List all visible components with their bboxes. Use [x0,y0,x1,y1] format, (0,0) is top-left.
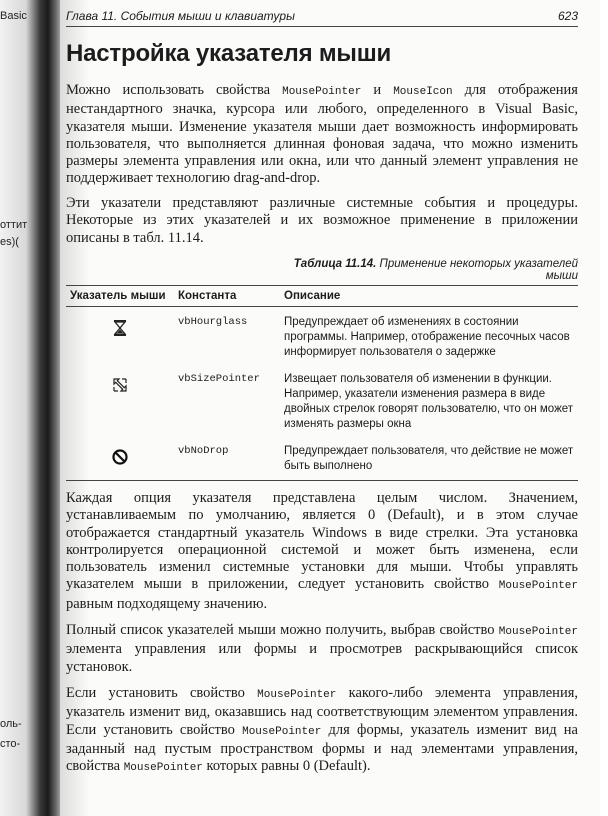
paragraph-3: Каждая опция указателя представлена целым числом. Значением, устанавливаемым по умолчанию, является 0 (Default), и в этом случае отображается стандартный указатель Windows в виде стрелки. Эта установка контролируется операционной системой и может быть изменена, если пользователь изменил системные установки для мыши. Чтобы управлять указателем мыши в приложении, следует установить свойство MousePointer равным подходящему значению. [66,490,578,612]
paragraph-4: Полный список указателей мыши можно получить, выбрав свойство MousePointer элемента управления или формы и просмотрев раскрывающийся список установок. [66,622,578,675]
paragraph-2: Эти указатели представляют различные системные события и процедуры. Некоторые из этих указателей и их возможное применение в приложении описаны в табл. 11.14. [66,195,578,246]
description-cell: Извещает пользователя об изменении в функции. Например, указатели изменения размера в виде двойных стрелок говорят пользователю, что он может изменять размеры окна [284,373,574,430]
constant-cell: vbNoDrop [174,436,280,481]
edge-word: оль- [0,718,22,730]
inline-code: MousePointer [257,689,337,701]
edge-word: оттит [0,219,28,231]
hourglass-icon [111,319,129,337]
description-cell: Предупреждает об изменениях в состоянии программы. Например, отображение песочных часов информирует пользователя о задержке [284,316,570,358]
edge-word: es)( [0,236,19,248]
inline-code: MouseIcon [393,86,453,98]
running-header [66,8,578,27]
table-row [66,436,578,481]
section-title: Настройка указателя мыши [66,40,392,67]
inline-code: MousePointer [123,762,203,775]
chapter-title: Глава 11. События мыши и клавиатуры [66,9,295,23]
inline-code: MousePointer [242,725,322,738]
pointer-table [66,285,578,481]
constant-cell: vbHourglass [178,316,248,328]
constant-cell: vbSizePointer [178,373,260,385]
table-caption: Таблица 11.14. Применение некоторых указателей мыши [293,258,578,282]
paragraph-1: Можно использовать свойства MousePointer и MouseIcon для отображения нестандартного значка, курсора или любого, определенного в Visual Basic, указателя мыши. Изменение указателя мыши дает возможность информировать пользователя, что выполняется длинная фоновая задача, что можно изменить размеры элемента управления или окна, или что данный элемент управления не поддерживает технологию drag-and-drop. [66,82,578,187]
edge-word: Basic [0,10,27,22]
edge-word: сто- [0,738,21,750]
column-header: Описание [280,286,578,307]
table-row [66,307,578,365]
column-header: Константа [174,286,280,307]
book-page [60,0,600,816]
inline-code: MousePointer [282,86,362,98]
description-cell: Предупреждает пользователя, что действие не может быть выполнено [280,436,578,481]
inline-code: MousePointer [498,580,578,593]
no-drop-icon [111,448,129,466]
paragraph-5: Если установить свойство MousePointer какого-либо элемента управления, указатель изменит вид, оказавшись над соответствующим элементом управления. Если установить свойство MousePointer для формы, указатель изменит вид на заданный над пустым пространством формы и над элементами управления, свойства MousePointer которых равны 0 (Default). [66,685,578,775]
table-row [66,364,578,436]
previous-page-edge [0,0,36,816]
size-pointer-icon [111,376,129,394]
table-header-row [66,286,578,307]
column-header: Указатель мыши [66,286,174,307]
inline-code: MousePointer [498,626,578,638]
page-number: 623 [557,9,578,23]
